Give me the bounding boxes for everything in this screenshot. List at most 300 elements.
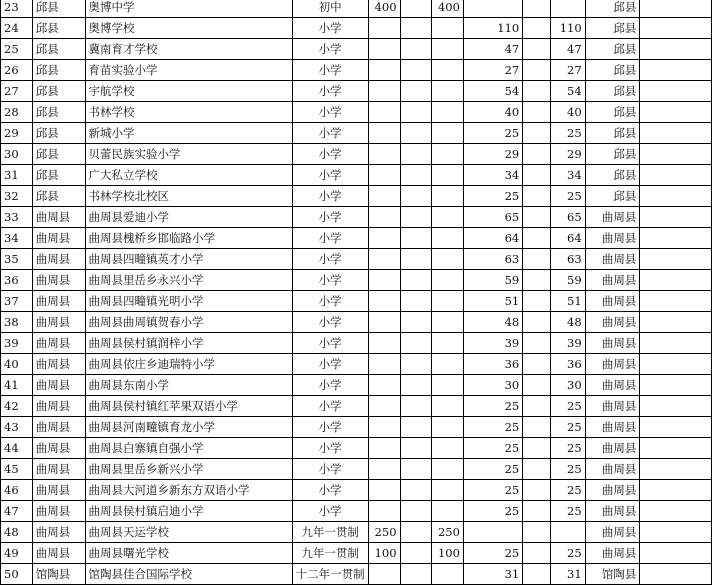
county-repeat-cell: 曲周县 xyxy=(585,438,640,459)
table-row xyxy=(1,102,712,123)
school-name-cell: 广大私立学校 xyxy=(85,165,292,186)
blank-cell xyxy=(640,60,712,81)
count-cell-5 xyxy=(523,438,551,459)
count-cell-6: 48 xyxy=(550,312,585,333)
count-cell-5 xyxy=(523,228,551,249)
school-name-cell: 曲周县曙光学校 xyxy=(85,543,292,564)
school-name-cell: 书林学校北校区 xyxy=(85,186,292,207)
count-cell-2 xyxy=(400,270,431,291)
count-cell-4: 34 xyxy=(463,165,522,186)
count-cell-1: 100 xyxy=(368,543,400,564)
school-name-cell: 贝蕾民族实验小学 xyxy=(85,144,292,165)
county-repeat-cell: 馆陶县 xyxy=(585,564,640,585)
count-cell-2 xyxy=(400,0,431,18)
school-name-cell: 曲周县依庄乡迪瑞特小学 xyxy=(85,354,292,375)
school-level-cell: 小学 xyxy=(292,207,368,228)
count-cell-5 xyxy=(523,354,551,375)
school-name-cell: 曲周县曲周镇贺春小学 xyxy=(85,312,292,333)
school-level-cell: 小学 xyxy=(292,39,368,60)
row-number-cell: 46 xyxy=(1,480,33,501)
school-level-cell: 小学 xyxy=(292,291,368,312)
count-cell-2 xyxy=(400,81,431,102)
count-cell-2 xyxy=(400,18,431,39)
count-cell-3 xyxy=(432,354,464,375)
row-number-cell: 31 xyxy=(1,165,33,186)
count-cell-4: 25 xyxy=(463,123,522,144)
table-row xyxy=(1,39,712,60)
count-cell-6: 31 xyxy=(550,564,585,585)
count-cell-1 xyxy=(368,39,400,60)
school-level-cell: 小学 xyxy=(292,480,368,501)
count-cell-1 xyxy=(368,396,400,417)
county-cell: 曲周县 xyxy=(32,228,85,249)
county-cell: 曲周县 xyxy=(32,207,85,228)
table-row xyxy=(1,564,712,585)
count-cell-1 xyxy=(368,165,400,186)
row-number-cell: 23 xyxy=(1,0,33,18)
count-cell-1 xyxy=(368,270,400,291)
school-name-cell: 曲周县四疃镇英才小学 xyxy=(85,249,292,270)
count-cell-2 xyxy=(400,333,431,354)
table-row xyxy=(1,249,712,270)
school-level-cell: 小学 xyxy=(292,165,368,186)
row-number-cell: 33 xyxy=(1,207,33,228)
count-cell-4: 59 xyxy=(463,270,522,291)
count-cell-4: 65 xyxy=(463,207,522,228)
blank-cell xyxy=(640,270,712,291)
row-number-cell: 40 xyxy=(1,354,33,375)
county-cell: 邱县 xyxy=(32,81,85,102)
count-cell-4: 25 xyxy=(463,543,522,564)
count-cell-4: 29 xyxy=(463,144,522,165)
table-row xyxy=(1,480,712,501)
school-name-cell: 曲周县白寨镇自强小学 xyxy=(85,438,292,459)
table-row xyxy=(1,60,712,81)
count-cell-3 xyxy=(432,291,464,312)
county-repeat-cell: 曲周县 xyxy=(585,480,640,501)
table-row xyxy=(1,396,712,417)
school-name-cell: 曲周县里岳乡新兴小学 xyxy=(85,459,292,480)
table-row xyxy=(1,312,712,333)
county-cell: 曲周县 xyxy=(32,522,85,543)
school-level-cell: 九年一贯制 xyxy=(292,543,368,564)
row-number-cell: 37 xyxy=(1,291,33,312)
count-cell-1: 250 xyxy=(368,522,400,543)
school-level-cell: 小学 xyxy=(292,102,368,123)
school-level-cell: 小学 xyxy=(292,312,368,333)
count-cell-2 xyxy=(400,249,431,270)
county-cell: 邱县 xyxy=(32,144,85,165)
county-repeat-cell: 邱县 xyxy=(585,39,640,60)
county-repeat-cell: 邱县 xyxy=(585,144,640,165)
count-cell-3 xyxy=(432,375,464,396)
county-repeat-cell: 邱县 xyxy=(585,165,640,186)
county-repeat-cell: 邱县 xyxy=(585,102,640,123)
school-level-cell: 小学 xyxy=(292,249,368,270)
count-cell-3 xyxy=(432,270,464,291)
table-row xyxy=(1,81,712,102)
count-cell-6: 25 xyxy=(550,438,585,459)
blank-cell xyxy=(640,18,712,39)
count-cell-6: 25 xyxy=(550,186,585,207)
count-cell-6 xyxy=(550,0,585,18)
table-row xyxy=(1,186,712,207)
table-row xyxy=(1,0,712,18)
count-cell-6: 64 xyxy=(550,228,585,249)
school-level-cell: 小学 xyxy=(292,18,368,39)
school-name-cell: 曲周县四疃镇光明小学 xyxy=(85,291,292,312)
count-cell-4: 31 xyxy=(463,564,522,585)
school-level-cell: 小学 xyxy=(292,81,368,102)
count-cell-1 xyxy=(368,438,400,459)
county-repeat-cell: 邱县 xyxy=(585,186,640,207)
count-cell-4: 36 xyxy=(463,354,522,375)
count-cell-1 xyxy=(368,459,400,480)
count-cell-5 xyxy=(523,60,551,81)
table-row xyxy=(1,522,712,543)
count-cell-4: 25 xyxy=(463,396,522,417)
blank-cell xyxy=(640,333,712,354)
school-level-cell: 小学 xyxy=(292,438,368,459)
school-level-cell: 小学 xyxy=(292,144,368,165)
table-row xyxy=(1,438,712,459)
school-name-cell: 曲周县槐桥乡邯临路小学 xyxy=(85,228,292,249)
count-cell-4 xyxy=(463,0,522,18)
count-cell-2 xyxy=(400,228,431,249)
school-name-cell: 曲周县东南小学 xyxy=(85,375,292,396)
count-cell-5 xyxy=(523,18,551,39)
table-row xyxy=(1,291,712,312)
count-cell-4: 40 xyxy=(463,102,522,123)
count-cell-4: 25 xyxy=(463,186,522,207)
count-cell-4: 25 xyxy=(463,459,522,480)
count-cell-3 xyxy=(432,165,464,186)
count-cell-2 xyxy=(400,396,431,417)
count-cell-1 xyxy=(368,18,400,39)
count-cell-3 xyxy=(432,480,464,501)
count-cell-2 xyxy=(400,102,431,123)
blank-cell xyxy=(640,564,712,585)
row-number-cell: 39 xyxy=(1,333,33,354)
county-repeat-cell: 邱县 xyxy=(585,0,640,18)
school-name-cell: 新城小学 xyxy=(85,123,292,144)
county-repeat-cell: 邱县 xyxy=(585,123,640,144)
count-cell-2 xyxy=(400,186,431,207)
count-cell-3 xyxy=(432,123,464,144)
count-cell-3 xyxy=(432,102,464,123)
count-cell-6: 30 xyxy=(550,375,585,396)
school-name-cell: 曲周县大河道乡新东方双语小学 xyxy=(85,480,292,501)
blank-cell xyxy=(640,396,712,417)
count-cell-3 xyxy=(432,18,464,39)
county-cell: 邱县 xyxy=(32,165,85,186)
count-cell-5 xyxy=(523,207,551,228)
blank-cell xyxy=(640,144,712,165)
table-row xyxy=(1,123,712,144)
count-cell-2 xyxy=(400,165,431,186)
county-cell: 曲周县 xyxy=(32,543,85,564)
county-repeat-cell: 邱县 xyxy=(585,81,640,102)
count-cell-3 xyxy=(432,501,464,522)
count-cell-3 xyxy=(432,81,464,102)
count-cell-4: 25 xyxy=(463,501,522,522)
count-cell-1 xyxy=(368,354,400,375)
count-cell-1 xyxy=(368,333,400,354)
count-cell-6: 51 xyxy=(550,291,585,312)
count-cell-2 xyxy=(400,480,431,501)
county-cell: 曲周县 xyxy=(32,249,85,270)
blank-cell xyxy=(640,165,712,186)
count-cell-6: 63 xyxy=(550,249,585,270)
school-name-cell: 冀南育才学校 xyxy=(85,39,292,60)
count-cell-3 xyxy=(432,396,464,417)
count-cell-3: 400 xyxy=(432,0,464,18)
count-cell-3 xyxy=(432,144,464,165)
count-cell-4: 110 xyxy=(463,18,522,39)
count-cell-6: 47 xyxy=(550,39,585,60)
count-cell-3: 250 xyxy=(432,522,464,543)
count-cell-3 xyxy=(432,417,464,438)
school-name-cell: 馆陶县佳合国际学校 xyxy=(85,564,292,585)
school-level-cell: 小学 xyxy=(292,501,368,522)
count-cell-5 xyxy=(523,417,551,438)
county-cell: 曲周县 xyxy=(32,354,85,375)
county-repeat-cell: 曲周县 xyxy=(585,333,640,354)
count-cell-2 xyxy=(400,501,431,522)
blank-cell xyxy=(640,522,712,543)
blank-cell xyxy=(640,81,712,102)
school-level-cell: 小学 xyxy=(292,123,368,144)
count-cell-5 xyxy=(523,144,551,165)
count-cell-3 xyxy=(432,333,464,354)
school-level-cell: 小学 xyxy=(292,417,368,438)
county-cell: 邱县 xyxy=(32,18,85,39)
count-cell-5 xyxy=(523,165,551,186)
county-cell: 邱县 xyxy=(32,39,85,60)
table-row xyxy=(1,501,712,522)
county-cell: 曲周县 xyxy=(32,438,85,459)
table-row xyxy=(1,144,712,165)
count-cell-5 xyxy=(523,522,551,543)
count-cell-4: 25 xyxy=(463,417,522,438)
county-cell: 曲周县 xyxy=(32,396,85,417)
count-cell-6: 27 xyxy=(550,60,585,81)
row-number-cell: 50 xyxy=(1,564,33,585)
count-cell-4: 25 xyxy=(463,438,522,459)
row-number-cell: 49 xyxy=(1,543,33,564)
school-name-cell: 曲周县河南疃镇育龙小学 xyxy=(85,417,292,438)
table-row xyxy=(1,18,712,39)
count-cell-5 xyxy=(523,501,551,522)
count-cell-3: 100 xyxy=(432,543,464,564)
county-repeat-cell: 曲周县 xyxy=(585,228,640,249)
count-cell-1 xyxy=(368,186,400,207)
count-cell-3 xyxy=(432,312,464,333)
count-cell-2 xyxy=(400,564,431,585)
county-cell: 曲周县 xyxy=(32,291,85,312)
count-cell-1 xyxy=(368,249,400,270)
count-cell-1 xyxy=(368,312,400,333)
blank-cell xyxy=(640,249,712,270)
table-body xyxy=(1,0,712,585)
row-number-cell: 34 xyxy=(1,228,33,249)
table-row xyxy=(1,207,712,228)
count-cell-1 xyxy=(368,144,400,165)
school-level-cell: 小学 xyxy=(292,459,368,480)
row-number-cell: 28 xyxy=(1,102,33,123)
county-cell: 曲周县 xyxy=(32,480,85,501)
table-row xyxy=(1,333,712,354)
count-cell-4: 25 xyxy=(463,480,522,501)
school-name-cell: 育苗实验小学 xyxy=(85,60,292,81)
blank-cell xyxy=(640,207,712,228)
count-cell-3 xyxy=(432,186,464,207)
school-level-cell: 小学 xyxy=(292,228,368,249)
county-repeat-cell: 曲周县 xyxy=(585,501,640,522)
count-cell-3 xyxy=(432,207,464,228)
row-number-cell: 43 xyxy=(1,417,33,438)
county-repeat-cell: 曲周县 xyxy=(585,396,640,417)
count-cell-5 xyxy=(523,291,551,312)
blank-cell xyxy=(640,543,712,564)
count-cell-4: 63 xyxy=(463,249,522,270)
count-cell-6: 29 xyxy=(550,144,585,165)
blank-cell xyxy=(640,39,712,60)
count-cell-1 xyxy=(368,81,400,102)
row-number-cell: 29 xyxy=(1,123,33,144)
school-level-cell: 小学 xyxy=(292,333,368,354)
count-cell-2 xyxy=(400,417,431,438)
blank-cell xyxy=(640,186,712,207)
count-cell-5 xyxy=(523,0,551,18)
county-cell: 邱县 xyxy=(32,186,85,207)
row-number-cell: 24 xyxy=(1,18,33,39)
county-cell: 曲周县 xyxy=(32,333,85,354)
school-level-cell: 小学 xyxy=(292,354,368,375)
blank-cell xyxy=(640,501,712,522)
blank-cell xyxy=(640,354,712,375)
blank-cell xyxy=(640,0,712,18)
count-cell-6 xyxy=(550,522,585,543)
count-cell-6: 54 xyxy=(550,81,585,102)
count-cell-4: 48 xyxy=(463,312,522,333)
school-level-cell: 小学 xyxy=(292,396,368,417)
count-cell-1 xyxy=(368,501,400,522)
count-cell-2 xyxy=(400,39,431,60)
count-cell-6: 25 xyxy=(550,396,585,417)
count-cell-5 xyxy=(523,270,551,291)
table-row xyxy=(1,270,712,291)
count-cell-3 xyxy=(432,564,464,585)
school-name-cell: 曲周县侯村镇红苹果双语小学 xyxy=(85,396,292,417)
count-cell-4: 47 xyxy=(463,39,522,60)
county-cell: 曲周县 xyxy=(32,312,85,333)
count-cell-2 xyxy=(400,60,431,81)
count-cell-5 xyxy=(523,333,551,354)
count-cell-2 xyxy=(400,354,431,375)
table-row xyxy=(1,543,712,564)
count-cell-6: 110 xyxy=(550,18,585,39)
count-cell-1 xyxy=(368,417,400,438)
school-level-cell: 小学 xyxy=(292,186,368,207)
county-repeat-cell: 邱县 xyxy=(585,18,640,39)
row-number-cell: 35 xyxy=(1,249,33,270)
count-cell-5 xyxy=(523,186,551,207)
county-cell: 曲周县 xyxy=(32,459,85,480)
table-row xyxy=(1,165,712,186)
count-cell-4: 27 xyxy=(463,60,522,81)
count-cell-5 xyxy=(523,543,551,564)
blank-cell xyxy=(640,417,712,438)
count-cell-1 xyxy=(368,291,400,312)
count-cell-6: 25 xyxy=(550,543,585,564)
blank-cell xyxy=(640,480,712,501)
count-cell-2 xyxy=(400,459,431,480)
county-cell: 邱县 xyxy=(32,0,85,18)
county-cell: 曲周县 xyxy=(32,375,85,396)
county-repeat-cell: 曲周县 xyxy=(585,312,640,333)
count-cell-2 xyxy=(400,312,431,333)
count-cell-6: 25 xyxy=(550,417,585,438)
count-cell-3 xyxy=(432,60,464,81)
school-name-cell: 奥博中学 xyxy=(85,0,292,18)
county-repeat-cell: 曲周县 xyxy=(585,291,640,312)
count-cell-5 xyxy=(523,312,551,333)
county-repeat-cell: 曲周县 xyxy=(585,543,640,564)
count-cell-3 xyxy=(432,438,464,459)
blank-cell xyxy=(640,438,712,459)
row-number-cell: 48 xyxy=(1,522,33,543)
count-cell-4 xyxy=(463,522,522,543)
row-number-cell: 47 xyxy=(1,501,33,522)
count-cell-6: 39 xyxy=(550,333,585,354)
row-number-cell: 38 xyxy=(1,312,33,333)
count-cell-3 xyxy=(432,39,464,60)
count-cell-2 xyxy=(400,291,431,312)
count-cell-4: 39 xyxy=(463,333,522,354)
count-cell-1 xyxy=(368,123,400,144)
school-level-cell: 初中 xyxy=(292,0,368,18)
count-cell-6: 36 xyxy=(550,354,585,375)
count-cell-6: 34 xyxy=(550,165,585,186)
blank-cell xyxy=(640,228,712,249)
count-cell-2 xyxy=(400,543,431,564)
count-cell-5 xyxy=(523,564,551,585)
row-number-cell: 41 xyxy=(1,375,33,396)
table-row xyxy=(1,417,712,438)
school-level-cell: 九年一贯制 xyxy=(292,522,368,543)
count-cell-1 xyxy=(368,228,400,249)
county-repeat-cell: 邱县 xyxy=(585,60,640,81)
count-cell-2 xyxy=(400,375,431,396)
county-repeat-cell: 曲周县 xyxy=(585,522,640,543)
school-level-cell: 十二年一贯制 xyxy=(292,564,368,585)
county-cell: 邱县 xyxy=(32,102,85,123)
table-row xyxy=(1,375,712,396)
row-number-cell: 26 xyxy=(1,60,33,81)
count-cell-6: 25 xyxy=(550,459,585,480)
blank-cell xyxy=(640,312,712,333)
count-cell-1 xyxy=(368,60,400,81)
row-number-cell: 45 xyxy=(1,459,33,480)
count-cell-6: 59 xyxy=(550,270,585,291)
blank-cell xyxy=(640,291,712,312)
count-cell-1: 400 xyxy=(368,0,400,18)
table-row xyxy=(1,228,712,249)
count-cell-1 xyxy=(368,102,400,123)
school-level-cell: 小学 xyxy=(292,375,368,396)
table-row xyxy=(1,459,712,480)
